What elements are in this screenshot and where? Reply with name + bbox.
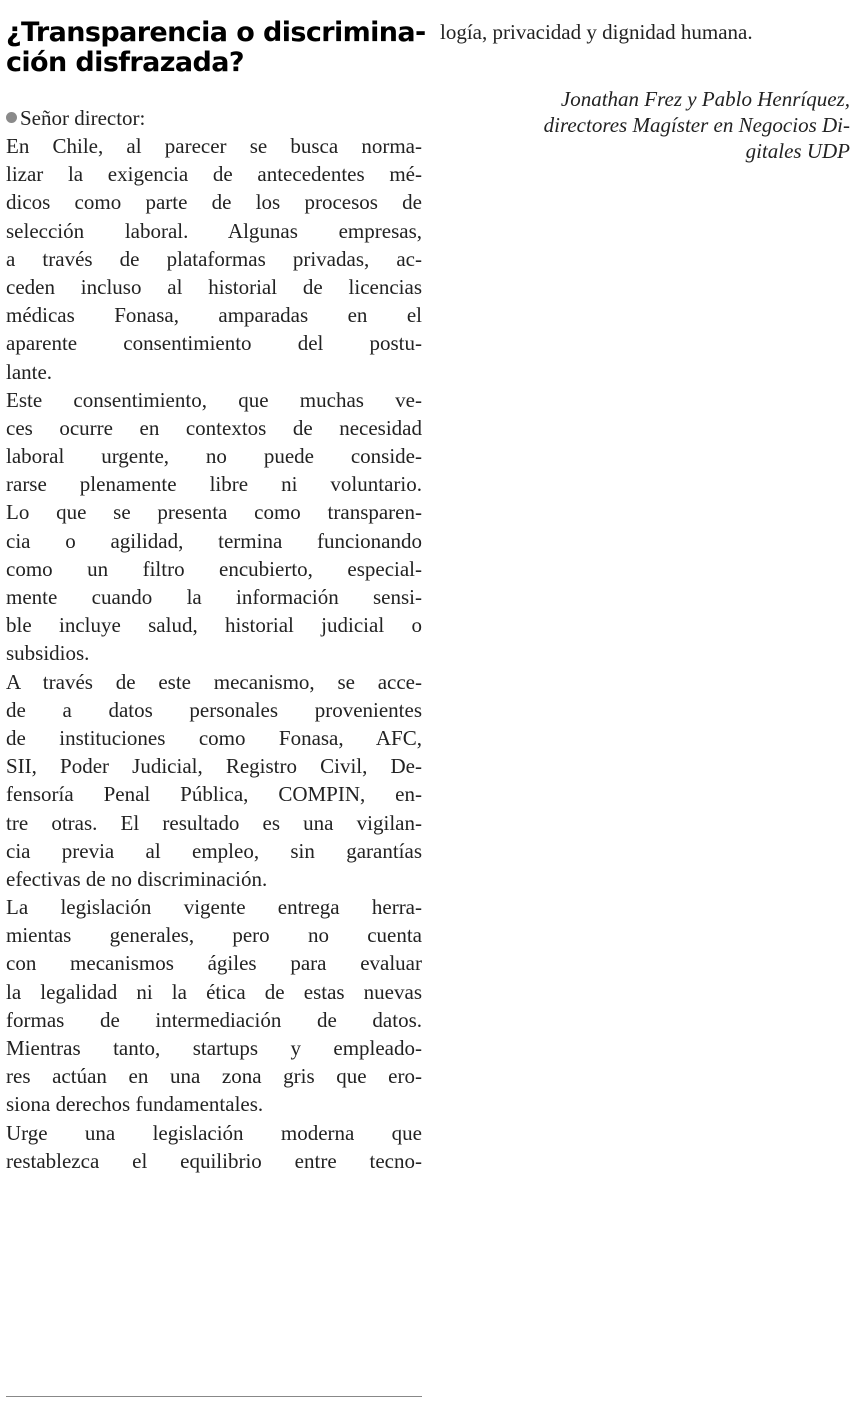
paragraph <box>6 668 422 894</box>
paragraph-line: formas de intermediación de datos. <box>6 1007 422 1032</box>
signature-line-2: directores Magíster en Negocios Di- <box>543 113 850 138</box>
paragraph-line: cia o agilidad, termina funcionando <box>6 528 422 553</box>
paragraph-line: a través de plataformas privadas, ac- <box>6 246 422 271</box>
paragraph <box>6 1119 422 1175</box>
paragraph-line: de instituciones como Fonasa, AFC, <box>6 725 422 750</box>
paragraph <box>6 132 422 386</box>
paragraph-line: res actúan en una zona gris que ero- <box>6 1064 422 1089</box>
paragraph-line: Mientras tanto, startups y empleado- <box>6 1036 422 1060</box>
paragraph-line: con mecanismos ágiles para evaluar <box>6 951 422 976</box>
paragraph-line: La legislación vigente entrega herra- <box>6 895 422 920</box>
bullet-icon <box>6 112 17 123</box>
paragraph <box>6 386 422 668</box>
paragraph-line: selección laboral. Algunas empresas, <box>6 218 422 243</box>
paragraph-line: como un filtro encubierto, especial- <box>6 556 422 581</box>
letter-body <box>6 132 422 1175</box>
continuation-line: logía, privacidad y dignidad humana. <box>440 20 753 44</box>
paragraph <box>6 893 422 1119</box>
paragraph-line: Urge una legislación moderna que <box>6 1120 422 1145</box>
headline-line-2: ción disfrazada? <box>6 47 244 78</box>
salutation <box>6 104 422 132</box>
left-column <box>6 17 426 1175</box>
paragraph-line: médicas Fonasa, amparadas en el <box>6 303 422 328</box>
salutation-text: Señor director: <box>20 106 146 130</box>
paragraph-line: subsidios. <box>6 641 90 666</box>
bottom-divider <box>6 1396 422 1397</box>
paragraph-line: dicos como parte de los procesos de <box>6 190 422 215</box>
paragraph-line: mente cuando la información sensi- <box>6 585 422 609</box>
signature <box>440 86 850 164</box>
paragraph-line: fensoría Penal Pública, COMPIN, en- <box>6 782 422 807</box>
paragraph-line: SII, Poder Judicial, Registro Civil, De- <box>6 754 422 779</box>
paragraph-line: tre otras. El resultado es una vigilan- <box>6 810 422 835</box>
paragraph-line: En Chile, al parecer se busca norma- <box>6 134 422 158</box>
paragraph-line: rarse plenamente libre ni voluntario. <box>6 472 422 497</box>
paragraph-line: ces ocurre en contextos de necesidad <box>6 415 422 440</box>
paragraph-line: mientas generales, pero no cuenta <box>6 923 422 948</box>
signature-line-1: Jonathan Frez y Pablo Henríquez, <box>560 87 850 112</box>
paragraph-line: Lo que se presenta como transparen- <box>6 500 422 525</box>
paragraph-line: aparente consentimiento del postu- <box>6 331 422 356</box>
signature-line-3: gitales UDP <box>745 139 850 164</box>
paragraph-line: A través de este mecanismo, se acce- <box>6 669 422 694</box>
paragraph-line: lante. <box>6 359 53 384</box>
paragraph-line: ble incluye salud, historial judicial o <box>6 613 422 638</box>
paragraph-line: siona derechos fundamentales. <box>6 1092 264 1117</box>
paragraph-line: lizar la exigencia de antecedentes mé- <box>6 162 422 187</box>
paragraph-line: cia previa al empleo, sin garantías <box>6 838 422 863</box>
paragraph-line: efectivas de no discriminación. <box>6 866 268 891</box>
paragraph-line: la legalidad ni la ética de estas nuevas <box>6 979 422 1004</box>
paragraph-line: restablezca el equilibrio entre tecno- <box>6 1148 422 1173</box>
headline-line-1: ¿Transparencia o discrimina- <box>6 17 426 48</box>
paragraph-line: ceden incluso al historial de licencias <box>6 274 422 299</box>
paragraph-line: laboral urgente, no puede conside- <box>6 444 422 469</box>
paragraph-line: Este consentimiento, que muchas ve- <box>6 387 422 412</box>
headline <box>6 17 426 78</box>
right-column <box>440 18 850 164</box>
paragraph-line: de a datos personales provenientes <box>6 697 422 722</box>
